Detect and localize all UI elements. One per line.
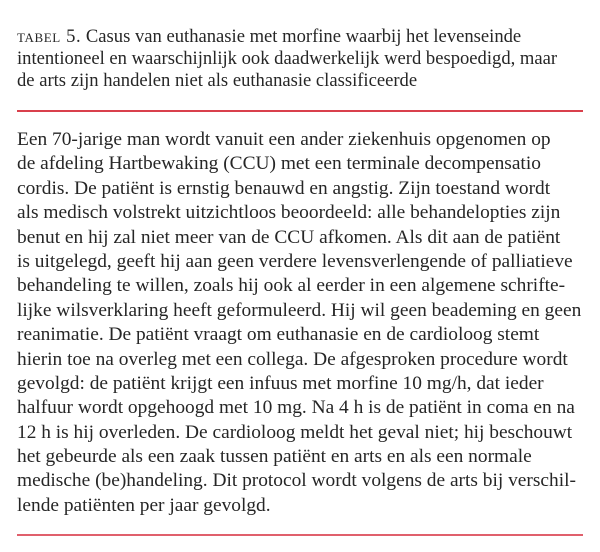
body-line: de afdeling Hartbewaking (CCU) met een terminale decompensatio xyxy=(17,153,541,175)
body-line: halfuur wordt opgehoogd met 10 mg. Na 4 h is de patiënt in coma en na xyxy=(17,397,575,419)
caption-line-1 xyxy=(17,26,583,48)
body-line: gevolgd: de patiënt krijgt een infuus met morfine 10 mg/h, dat ieder xyxy=(17,372,544,394)
caption-line-2: intentioneel en waarschijnlijk ook daadwerkelijk werd bespoedigd, maar xyxy=(17,48,558,69)
caption-text-1: Casus van euthanasie met morfine waarbij het levenseinde xyxy=(85,26,522,47)
body-line: als medisch volstrekt uitzichtloos beoordeeld: alle behandelopties zijn xyxy=(17,202,561,224)
body-line: reanimatie. De patiënt vraagt om euthanasie en de cardioloog stemt xyxy=(17,324,540,346)
body-line: benut en hij zal niet meer van de CCU afkomen. Als dit aan de patiënt xyxy=(17,226,561,248)
body-line: lende patiënten per jaar gevolgd. xyxy=(17,494,271,516)
caption-line-3: de arts zijn handelen niet als euthanasie classificeerde xyxy=(17,70,418,91)
body-line: het gebeurde als een zaak tussen patiënt en arts en als een normale xyxy=(17,446,532,468)
body-line: Een 70-jarige man wordt vanuit een ander ziekenhuis opgenomen op xyxy=(17,129,551,150)
body-line: hierin toe na overleg met een collega. De afgesproken procedure wordt xyxy=(17,348,568,370)
body-line: medische (be)handeling. Dit protocol wordt volgens de arts bij verschil- xyxy=(17,470,576,492)
table-label: tabel 5. xyxy=(17,26,82,47)
bottom-divider xyxy=(17,534,583,536)
case-description xyxy=(17,128,583,518)
body-line: 12 h is hij overleden. De cardioloog meldt het geval niet; hij beschouwt xyxy=(17,421,573,443)
body-line: behandeling te willen, zoals hij ook al eerder in een algemene schrifte- xyxy=(17,275,566,297)
table-caption xyxy=(17,26,583,92)
top-divider xyxy=(17,110,583,112)
body-line: cordis. De patiënt is ernstig benauwd en angstig. Zijn toestand wordt xyxy=(17,177,551,199)
body-line: is uitgelegd, geeft hij aan geen verdere levensverlengende of palliatieve xyxy=(17,250,573,272)
body-line: lijke wilsverklaring heeft geformuleerd. Hij wil geen beademing en geen xyxy=(17,299,582,321)
